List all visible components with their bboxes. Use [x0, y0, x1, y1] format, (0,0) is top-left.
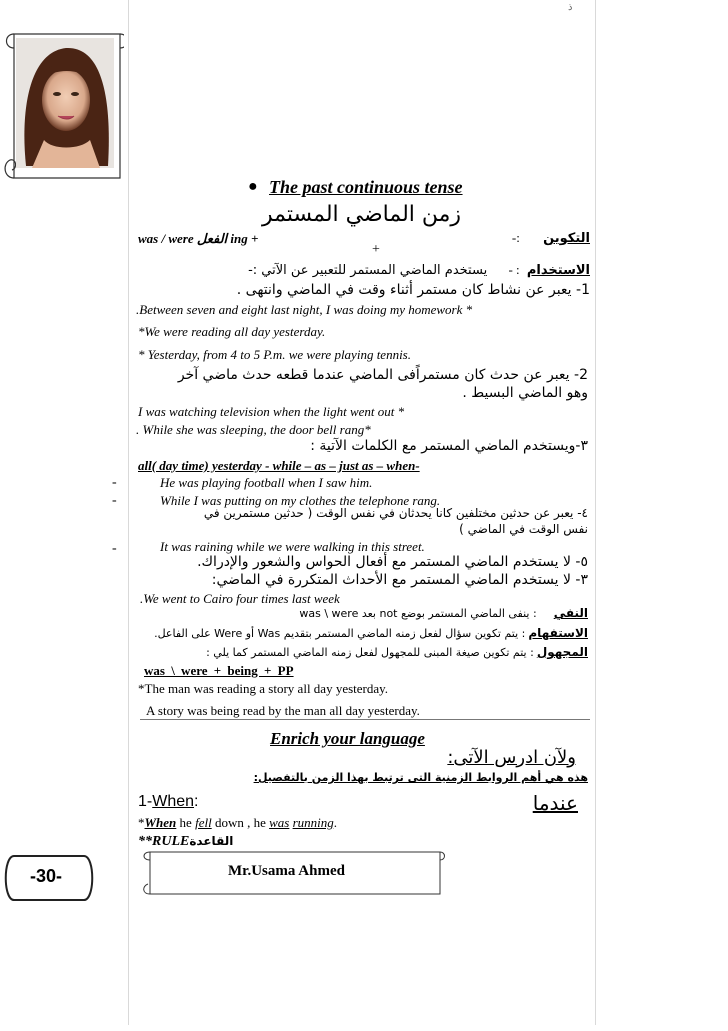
when-colon: : [194, 793, 199, 810]
use2-example-1: I was watching television when the light went out * [138, 404, 405, 419]
ex-down: down , he [211, 815, 270, 830]
formation-label: التكوين [543, 231, 590, 246]
negative-text: : ينفى الماضي المستمر بوضع not بعد was \ were [299, 607, 537, 620]
dash-2: - [112, 493, 117, 508]
ex-running: running [292, 815, 334, 830]
enrich-heading-ar: ولآن ادرس الآتى: [447, 747, 576, 768]
formation-suffix: :- [511, 230, 520, 245]
rule-ar: القاعدة [189, 834, 234, 848]
usage-suffix: : - [508, 262, 520, 277]
when-heading [138, 793, 198, 811]
use4-example: It was raining while we were walking in this street. [160, 539, 425, 554]
use1-example-3: * Yesterday, from 4 to 5 P.m. we were playing tennis. [138, 347, 411, 362]
use6-example: .We went to Cairo four times last week [140, 591, 340, 606]
dash-3: - [112, 541, 117, 556]
passive-example-active: *The man was reading a story all day yesterday. [138, 681, 389, 696]
enrich-sub-ar: هذه هي أهم الروابط الزمنية التى ترتبط بهذا الزمن بالتفصيل: [253, 771, 588, 784]
usage-text: يستخدم الماضي المستمر للتعبير عن الآتي :- [248, 263, 488, 278]
plus-sign: + [372, 242, 380, 257]
use1-example-2: *We were reading all day yesterday. [138, 324, 326, 339]
use4-ar-1: ٤- يعبر عن حدثين مختلفين كانا يحدثان في نفس الوقت ( حدثين مستمرين في [203, 506, 588, 520]
page-number: -30- [30, 866, 63, 886]
ex-end: . [333, 815, 338, 830]
corner-mark: ذ [568, 2, 573, 13]
use5-ar: ٥- لا يستخدم الماضي المستمر مع أفعال الحواس والشعور والإدراك. [197, 554, 588, 570]
use1-example-1: .Between seven and eight last night, I was doing my homework * [136, 302, 473, 317]
use3-words: all( day time) yesterday - while – as – just as – when- [138, 458, 420, 473]
dash-1: - [112, 475, 117, 490]
use4-ar-2: نفس الوقت في الماضي ) [459, 522, 588, 536]
formation-formula: was / were الفعل ing + [138, 231, 259, 246]
question-label: الاستفهام [528, 626, 588, 640]
when-ar: عندما [532, 791, 578, 815]
rule-label: **RULE [138, 834, 190, 849]
question-row [154, 626, 588, 641]
use3-ar: ٣-ويستخدم الماضي المستمر مع الكلمات الآتية : [310, 438, 588, 454]
use1-ar: 1- يعبر عن نشاط كان مستمر أثناء وقت في الماضي وانتهى . [236, 282, 590, 298]
passive-formula: was \ were + being + PP [144, 663, 294, 678]
use6-ar: ٣- لا يستخدم الماضي المستمر مع الأحداث المتكررة في الماضي: [211, 572, 588, 588]
usage-label: الاستخدام [526, 263, 590, 278]
bullet-icon: ● [248, 178, 258, 195]
ex-star: * [138, 815, 145, 830]
author-name: Mr.Usama Ahmed [228, 863, 345, 879]
when-num: 1- [138, 793, 153, 810]
negative-label: النفي [553, 606, 588, 620]
when-example [138, 815, 337, 831]
ex-when: When [144, 815, 177, 830]
usage-row [248, 262, 590, 278]
scroll-photo-frame [0, 28, 124, 188]
title-en: The past continuous tense [269, 177, 463, 197]
divider [140, 719, 590, 720]
formation-row [512, 230, 590, 246]
use2-example-2: . While she was sleeping, the door bell rang* [136, 422, 371, 437]
passive-example-passive: A story was being read by the man all day yesterday. [146, 703, 420, 718]
enrich-title: Enrich your language [270, 729, 425, 748]
use2-ar-1: 2- يعبر عن حدث كان مستمراًفى الماضي عندما قطعه حدث ماضي آخر [177, 367, 588, 383]
ex-he: he [176, 815, 196, 830]
use3-example-1: He was playing football when I saw him. [160, 475, 373, 490]
ex-was: was [269, 815, 290, 830]
passive-row [206, 645, 588, 660]
title-ar: زمن الماضي المستمر [262, 202, 462, 227]
negative-row [299, 606, 588, 621]
use2-ar-2: وهو الماضي البسيط . [462, 385, 588, 401]
when-word: When [152, 793, 195, 810]
passive-text: : يتم تكوين صيغة المبنى للمجهول لفعل زمنه الماضي المستمر كما يلي : [206, 646, 534, 659]
use3-example-2: While I was putting on my clothes the telephone rang. [160, 493, 441, 508]
passive-label: المجهول [536, 645, 588, 659]
question-text: : يتم تكوين سؤال لفعل زمنه الماضي المستمر بتقديم Was أو Were على الفاعل. [154, 627, 526, 640]
ex-fell: fell [195, 815, 212, 830]
